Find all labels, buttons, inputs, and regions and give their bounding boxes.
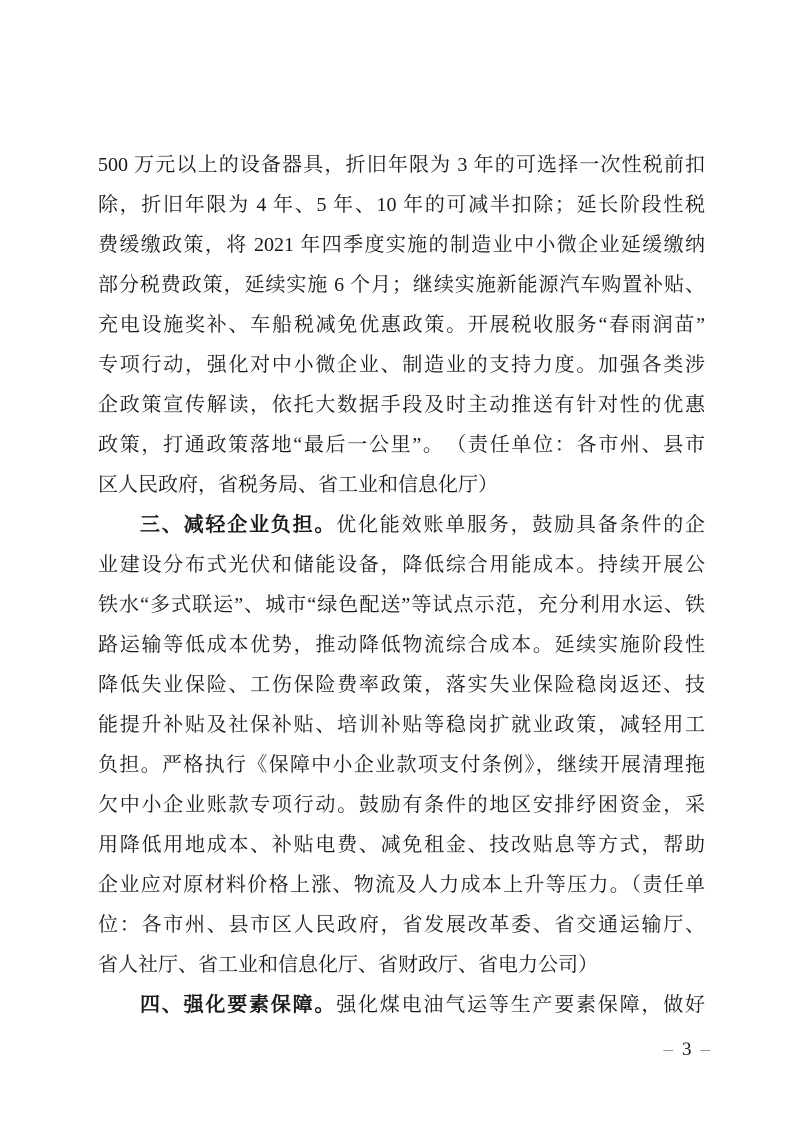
text-line <box>98 865 705 905</box>
body-text: 用降低用地成本、补贴电费、减免租金、技改贴息等方式，帮助 <box>98 834 705 856</box>
body-text: 除，折旧年限为 4 年、5 年、10 年的可减半扣除；延长阶段性税 <box>98 194 705 216</box>
text-line <box>98 185 705 225</box>
body-text: 强化煤电油气运等生产要素保障，做好 <box>336 994 705 1016</box>
text-line <box>98 625 705 665</box>
body-text: 专项行动，强化对中小微企业、制造业的支持力度。加强各类涉 <box>98 354 705 376</box>
body-text: 能提升补贴及社保补贴、培训补贴等稳岗扩就业政策，减轻用工 <box>98 714 705 736</box>
body-text: 欠中小企业账款专项行动。鼓励有条件的地区安排纾困资金，采 <box>98 794 705 816</box>
text-line <box>98 585 705 625</box>
text-line <box>98 345 705 385</box>
document-body <box>98 145 705 1025</box>
text-line <box>98 305 705 345</box>
text-line <box>98 905 705 945</box>
text-line <box>98 985 705 1025</box>
page-number-dash-left: – <box>663 1039 674 1060</box>
text-line <box>98 265 705 305</box>
text-line <box>98 545 705 585</box>
body-text: 降低失业保险、工伤保险费率政策，落实失业保险稳岗返还、技 <box>98 674 705 696</box>
body-text: 政策，打通政策落地“最后一公里”。 （责任单位：各市州、县市 <box>98 434 705 456</box>
body-text: 业建设分布式光伏和储能设备，降低综合用能成本。持续开展公 <box>98 554 705 576</box>
text-line <box>98 505 705 545</box>
body-text: 位：各市州、县市区人民政府，省发展改革委、省交通运输厅、 <box>98 914 705 936</box>
body-text: 500 万元以上的设备器具，折旧年限为 3 年的可选择一次性税前扣 <box>98 154 705 176</box>
body-text: 部分税费政策，延续实施 6 个月；继续实施新能源汽车购置补贴、 <box>98 274 705 296</box>
section-heading-text: 三、减轻企业负担。 <box>140 514 337 536</box>
text-line <box>98 425 705 465</box>
section-heading-text: 四、强化要素保障。 <box>140 994 337 1016</box>
text-line <box>98 825 705 865</box>
text-line <box>98 465 705 505</box>
text-line <box>98 785 705 825</box>
text-line <box>98 705 705 745</box>
body-text: 优化能效账单服务，鼓励具备条件的企 <box>336 514 705 536</box>
body-text: 区人民政府，省税务局、省工业和信息化厅） <box>98 474 498 496</box>
text-line <box>98 225 705 265</box>
text-line <box>98 385 705 425</box>
body-text: 企业应对原材料价格上涨、物流及人力成本上升等压力。（责任单 <box>98 874 705 896</box>
page-number <box>662 1037 714 1063</box>
body-text: 费缓缴政策，将 2021 年四季度实施的制造业中小微企业延缓缴纳 <box>98 234 705 256</box>
body-text: 路运输等低成本优势，推动降低物流综合成本。延续实施阶段性 <box>98 634 705 656</box>
body-text: 企政策宣传解读，依托大数据手段及时主动推送有针对性的优惠 <box>98 394 705 416</box>
body-text: 省人社厅、省工业和信息化厅、省财政厅、省电力公司） <box>98 954 598 976</box>
body-text: 负担。严格执行《保障中小企业款项支付条例》，继续开展清理拖 <box>98 754 705 776</box>
text-line <box>98 945 705 985</box>
text-line <box>98 145 705 185</box>
body-text: 铁水“多式联运”、城市“绿色配送”等试点示范，充分利用水运、铁 <box>98 594 705 616</box>
text-line <box>98 745 705 785</box>
page-number-dash-right: – <box>700 1039 711 1060</box>
page-number-value: 3 <box>682 1039 693 1060</box>
text-line <box>98 665 705 705</box>
body-text: 充电设施奖补、车船税减免优惠政策。开展税收服务“春雨润苗” <box>98 314 705 336</box>
